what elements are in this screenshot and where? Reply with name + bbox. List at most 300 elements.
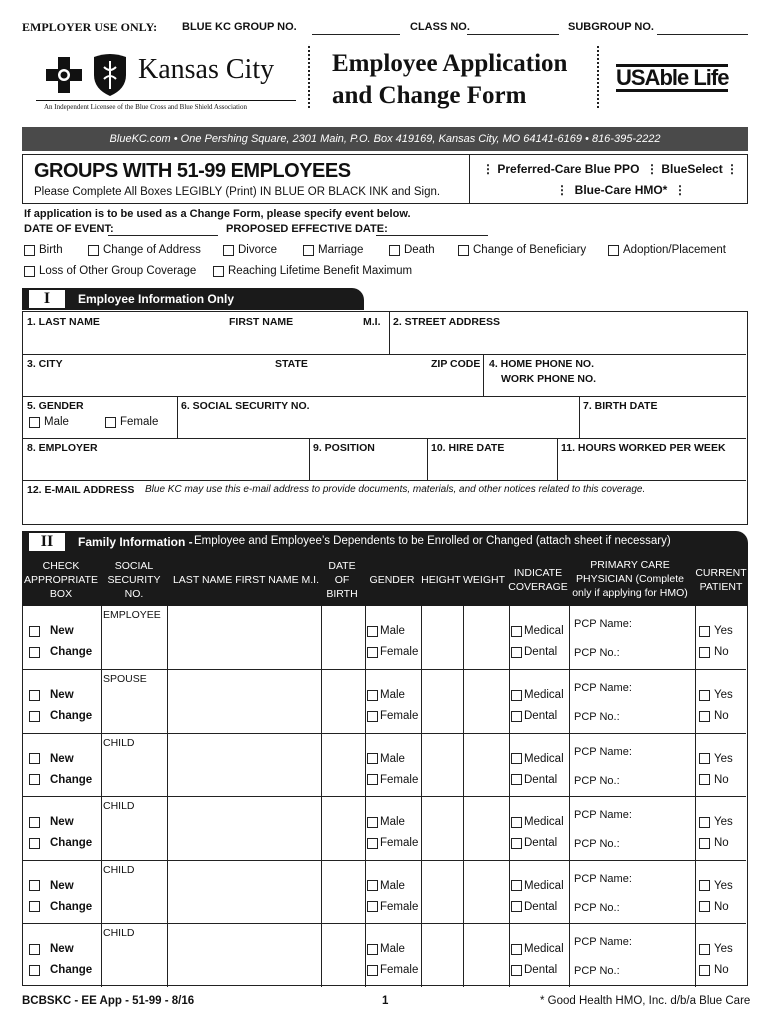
male-label: Male [380, 816, 405, 829]
plan-ppo[interactable]: ⋮ Preferred-Care Blue PPO [482, 162, 640, 176]
mi-label: M.I. [363, 316, 381, 328]
col-divider [509, 670, 510, 733]
current-no[interactable] [699, 646, 729, 658]
current-yes[interactable] [699, 943, 733, 955]
event-birth[interactable] [24, 244, 63, 256]
checkbox[interactable] [88, 245, 99, 256]
section2-subtitle: Employee and Employee’s Dependents to be Enrolled or Changed (attach sheet if necessary) [194, 535, 671, 547]
col-divider [483, 354, 484, 396]
current-yes[interactable] [699, 689, 733, 701]
checkbox[interactable] [511, 817, 522, 828]
checkbox[interactable] [367, 774, 378, 785]
col-divider [695, 670, 696, 733]
current-no[interactable] [699, 774, 729, 786]
gender-male[interactable] [367, 943, 405, 955]
ssn-label: 6. SOCIAL SECURITY NO. [181, 400, 310, 412]
col-divider [421, 670, 422, 733]
status-change[interactable] [29, 901, 92, 913]
female-label: Female [380, 837, 419, 850]
employer-use-label: EMPLOYER USE ONLY: [22, 20, 158, 34]
col-divider [309, 438, 310, 480]
col-divider [509, 734, 510, 797]
section1-header [22, 288, 364, 310]
checkbox[interactable] [29, 626, 40, 637]
col-divider [509, 797, 510, 860]
female-label: Female [380, 964, 419, 976]
col-divider [569, 861, 570, 924]
checkbox[interactable] [29, 753, 40, 764]
usable-life-logo-text: USAble Life [616, 65, 729, 90]
header-divider-left [308, 46, 310, 108]
plan-hmo[interactable]: ⋮ Blue-Care HMO* ⋮ [556, 183, 687, 197]
relation-label: CHILD [103, 800, 135, 813]
checkbox[interactable] [511, 965, 522, 976]
status-change[interactable] [29, 837, 92, 849]
coverage-medical[interactable] [511, 943, 564, 955]
coverage-medical[interactable] [511, 753, 564, 765]
checkbox[interactable] [367, 711, 378, 722]
checkbox[interactable] [511, 838, 522, 849]
zip-label: ZIP CODE [431, 358, 481, 370]
checkbox[interactable] [29, 690, 40, 701]
no-label: No [714, 900, 729, 913]
checkbox[interactable] [29, 965, 40, 976]
checkbox[interactable] [367, 944, 378, 955]
no-label: No [714, 773, 729, 786]
dental-label: Dental [524, 837, 558, 850]
birth-date-label: 7. BIRTH DATE [583, 400, 658, 412]
checkbox[interactable] [699, 880, 710, 891]
checkbox[interactable] [699, 753, 710, 764]
gender-female[interactable] [367, 837, 418, 849]
change-label: Change [50, 964, 93, 976]
male-label: Male [380, 752, 405, 765]
row-divider [23, 438, 746, 439]
event-label: Loss of Other Group Coverage [39, 265, 197, 277]
col-divider [421, 861, 422, 924]
checkbox[interactable] [367, 647, 378, 658]
checkbox[interactable] [511, 690, 522, 701]
gender-female[interactable] [105, 416, 158, 428]
checkbox[interactable] [29, 838, 40, 849]
col-divider [463, 861, 464, 924]
col-divider [167, 797, 168, 860]
female-label: Female [380, 646, 419, 658]
checkbox[interactable] [511, 901, 522, 912]
hours-label: 11. HOURS WORKED PER WEEK [561, 442, 726, 454]
new-label: New [50, 689, 74, 702]
pcp-no-label: PCP No.: [574, 838, 620, 851]
col-dob: DATE OF BIRTH [326, 560, 358, 600]
male-label: Male [380, 625, 405, 637]
pcp-no-label: PCP No.: [574, 647, 620, 659]
checkbox[interactable] [29, 711, 40, 722]
current-no[interactable] [699, 710, 729, 722]
checkbox[interactable] [699, 944, 710, 955]
col-divider [167, 670, 168, 733]
checkbox[interactable] [29, 417, 40, 428]
change-label: Change [50, 837, 93, 850]
change-label: Change [50, 710, 93, 723]
first-name-label: FIRST NAME [229, 316, 294, 328]
checkbox[interactable] [105, 417, 116, 428]
checkbox[interactable] [367, 817, 378, 828]
dental-label: Dental [524, 710, 558, 723]
male-label: Male [380, 689, 405, 702]
contact-bar [22, 127, 748, 151]
event-label: Change of Address [103, 244, 201, 256]
gender-male[interactable] [367, 880, 405, 892]
checkbox[interactable] [389, 245, 400, 256]
form-title-line1: Employee Application [332, 50, 568, 77]
col-divider [365, 797, 366, 860]
dental-label: Dental [524, 773, 558, 786]
checkbox[interactable] [24, 245, 35, 256]
col-divider [321, 924, 322, 987]
checkbox[interactable] [29, 901, 40, 912]
medical-label: Medical [524, 625, 564, 637]
male-label: Male [380, 943, 405, 955]
event-divorce[interactable] [223, 244, 277, 256]
col-divider [167, 606, 168, 669]
checkbox[interactable] [511, 626, 522, 637]
blue-cross-logo-icon [44, 55, 84, 95]
plan-blueselect[interactable]: ⋮ BlueSelect ⋮ [646, 162, 739, 176]
checkbox[interactable] [511, 753, 522, 764]
family-table-header [22, 553, 748, 606]
col-divider [365, 670, 366, 733]
status-new[interactable] [29, 625, 74, 637]
gender-male[interactable] [367, 753, 405, 765]
status-change[interactable] [29, 774, 92, 786]
section1-number: I [28, 289, 66, 309]
checkbox[interactable] [367, 965, 378, 976]
relation-label: EMPLOYEE [103, 609, 161, 621]
female-label: Female [380, 773, 419, 786]
current-yes[interactable] [699, 880, 733, 892]
col-divider [463, 797, 464, 860]
col-divider [695, 861, 696, 924]
checkbox[interactable] [29, 647, 40, 658]
last-name-label: 1. LAST NAME [27, 316, 100, 328]
current-no[interactable] [699, 964, 729, 976]
checkbox[interactable] [24, 266, 35, 277]
event-death[interactable] [389, 244, 435, 256]
family-row [23, 796, 746, 859]
coverage-dental[interactable] [511, 964, 557, 976]
col-divider [463, 924, 464, 987]
coverage-dental[interactable] [511, 901, 557, 913]
medical-label: Medical [524, 879, 564, 892]
date-of-event-field[interactable] [108, 235, 218, 236]
gender-female[interactable] [367, 774, 418, 786]
col-divider [321, 861, 322, 924]
relation-label: SPOUSE [103, 673, 147, 686]
gender-female[interactable] [367, 646, 418, 658]
email-label: 12. E-MAIL ADDRESS [27, 484, 135, 496]
col-name: LAST NAME FIRST NAME M.I. [172, 574, 320, 586]
col-divider [695, 606, 696, 669]
employer-label: 8. EMPLOYER [27, 442, 98, 454]
city-label: 3. CITY [27, 358, 63, 370]
form-id: BCBSKC - EE App - 51-99 - 8/16 [22, 995, 195, 1007]
relation-label: CHILD [103, 927, 135, 939]
gender-female-label: Female [120, 416, 159, 428]
gender-female[interactable] [367, 901, 418, 913]
new-label: New [50, 625, 74, 637]
coverage-dental[interactable] [511, 646, 557, 658]
new-label: New [50, 943, 74, 955]
col-divider [101, 670, 102, 733]
col-divider [177, 396, 178, 438]
plan-blueselect-label: BlueSelect [661, 162, 723, 176]
medical-label: Medical [524, 943, 564, 955]
gender-female[interactable] [367, 710, 418, 722]
col-divider [167, 924, 168, 987]
yes-label: Yes [714, 689, 733, 702]
event-label: Divorce [238, 244, 277, 256]
coverage-medical[interactable] [511, 880, 564, 892]
col-divider [421, 924, 422, 987]
event-label: Change of Beneficiary [473, 244, 587, 256]
current-no[interactable] [699, 837, 729, 849]
yes-label: Yes [714, 625, 733, 637]
col-gender: GENDER [369, 574, 415, 586]
col-divider [421, 606, 422, 669]
col-ssn: SOCIAL SECURITY NO. [107, 560, 161, 600]
col-divider [167, 861, 168, 924]
checkbox[interactable] [511, 647, 522, 658]
groups-heading: GROUPS WITH 51-99 EMPLOYEES [34, 160, 351, 182]
col-current: CURRENT PATIENT [695, 567, 747, 593]
event-change-address[interactable] [88, 244, 201, 256]
plan-options [469, 155, 747, 203]
coverage-medical[interactable] [511, 816, 564, 828]
group-no-label: BLUE KC GROUP NO. [182, 21, 297, 33]
checkbox[interactable] [699, 965, 710, 976]
col-divider [509, 606, 510, 669]
col-divider [389, 312, 390, 354]
family-row [23, 923, 746, 986]
group-no-field[interactable] [312, 34, 400, 35]
work-phone-label: WORK PHONE NO. [501, 373, 597, 385]
current-yes[interactable] [699, 625, 733, 637]
col-divider [695, 734, 696, 797]
status-new[interactable] [29, 943, 74, 955]
section2-title: Family Information - [78, 535, 193, 549]
col-divider [365, 734, 366, 797]
event-change-beneficiary[interactable] [458, 244, 586, 256]
coverage-medical[interactable] [511, 689, 564, 701]
col-divider [569, 670, 570, 733]
event-adoption[interactable] [608, 244, 726, 256]
status-change[interactable] [29, 710, 92, 722]
status-new[interactable] [29, 753, 74, 765]
col-divider [569, 797, 570, 860]
status-new[interactable] [29, 816, 74, 828]
col-divider [695, 797, 696, 860]
checkbox[interactable] [699, 711, 710, 722]
family-row [23, 733, 746, 796]
yes-label: Yes [714, 816, 733, 829]
checkbox[interactable] [367, 838, 378, 849]
medical-label: Medical [524, 752, 564, 765]
dental-label: Dental [524, 646, 558, 658]
checkbox[interactable] [29, 817, 40, 828]
status-new[interactable] [29, 880, 74, 892]
header [22, 40, 748, 122]
checkbox[interactable] [367, 690, 378, 701]
groups-instructions: Please Complete All Boxes LEGIBLY (Print) IN BLUE OR BLACK INK and Sign. [34, 186, 441, 198]
class-no-field[interactable] [467, 34, 559, 35]
gender-male[interactable] [367, 816, 405, 828]
current-yes[interactable] [699, 816, 733, 828]
checkbox[interactable] [367, 626, 378, 637]
checkbox[interactable] [367, 753, 378, 764]
home-phone-label: 4. HOME PHONE NO. [489, 358, 595, 370]
row-divider [23, 480, 746, 481]
checkbox[interactable] [699, 690, 710, 701]
coverage-medical[interactable] [511, 625, 564, 637]
col-divider [321, 797, 322, 860]
checkbox[interactable] [367, 901, 378, 912]
event-lifetime-max[interactable] [213, 265, 412, 277]
col-divider [321, 670, 322, 733]
hire-date-label: 10. HIRE DATE [431, 442, 505, 454]
checkbox[interactable] [29, 880, 40, 891]
checkbox[interactable] [511, 880, 522, 891]
pcp-no-label: PCP No.: [574, 965, 620, 977]
gender-label: 5. GENDER [27, 400, 84, 412]
col-divider [509, 924, 510, 987]
col-divider [101, 924, 102, 987]
checkbox[interactable] [458, 245, 469, 256]
pcp-no-label: PCP No.: [574, 901, 620, 914]
event-label: Death [404, 244, 435, 256]
header-divider-right [597, 46, 599, 108]
no-label: No [714, 964, 729, 976]
col-divider [421, 797, 422, 860]
checkbox[interactable] [223, 245, 234, 256]
current-yes[interactable] [699, 753, 733, 765]
groups-box [22, 154, 748, 204]
col-divider [101, 797, 102, 860]
checkbox[interactable] [511, 944, 522, 955]
col-divider [167, 734, 168, 797]
col-divider [579, 396, 580, 438]
col-divider [365, 861, 366, 924]
checkbox[interactable] [213, 266, 224, 277]
event-label: Marriage [318, 244, 364, 256]
col-divider [321, 734, 322, 797]
coverage-dental[interactable] [511, 710, 557, 722]
section1-grid [22, 311, 748, 525]
relation-label: CHILD [103, 736, 135, 749]
new-label: New [50, 879, 74, 892]
coverage-dental[interactable] [511, 837, 557, 849]
col-divider [695, 924, 696, 987]
checkbox[interactable] [29, 774, 40, 785]
col-coverage: INDICATE COVERAGE [508, 567, 568, 593]
event-loss-coverage[interactable] [24, 265, 196, 277]
checkbox[interactable] [699, 817, 710, 828]
checkbox[interactable] [303, 245, 314, 256]
col-divider [101, 734, 102, 797]
col-divider [557, 438, 558, 480]
plan-ppo-label: Preferred-Care Blue PPO [497, 162, 640, 176]
licensee-text: An Independent Licensee of the Blue Cross and Blue Shield Association [44, 103, 247, 111]
checkbox[interactable] [367, 880, 378, 891]
event-label: Reaching Lifetime Benefit Maximum [228, 265, 413, 277]
col-height: HEIGHT [421, 574, 461, 586]
status-new[interactable] [29, 689, 74, 701]
coverage-dental[interactable] [511, 774, 557, 786]
event-marriage[interactable] [303, 244, 363, 256]
col-divider [463, 670, 464, 733]
proposed-date-label: PROPOSED EFFECTIVE DATE: [226, 223, 388, 235]
event-label: Birth [39, 244, 63, 256]
pcp-name-label: PCP Name: [574, 809, 632, 822]
col-divider [427, 438, 428, 480]
row-divider [23, 396, 746, 397]
checkbox[interactable] [699, 901, 710, 912]
checkbox[interactable] [608, 245, 619, 256]
gender-female[interactable] [367, 964, 418, 976]
subgroup-no-field[interactable] [657, 34, 748, 35]
female-label: Female [380, 710, 419, 723]
col-weight: WEIGHT [463, 574, 505, 586]
email-note: Blue KC may use this e-mail address to provide documents, materials, and other notices related to this coverage. [145, 484, 646, 495]
events-row1 [24, 244, 748, 260]
checkbox[interactable] [699, 647, 710, 658]
logo-rule [36, 100, 296, 101]
checkbox[interactable] [29, 944, 40, 955]
gender-male[interactable] [29, 416, 69, 428]
proposed-date-field[interactable] [376, 235, 488, 236]
pcp-name-label: PCP Name: [574, 872, 632, 885]
col-divider [365, 924, 366, 987]
class-no-label: CLASS NO. [410, 21, 470, 33]
position-label: 9. POSITION [313, 442, 375, 454]
checkbox[interactable] [699, 774, 710, 785]
employer-use-bar [22, 20, 748, 38]
subgroup-no-label: SUBGROUP NO. [568, 21, 654, 33]
pcp-name-label: PCP Name: [574, 682, 632, 695]
gender-male[interactable] [367, 625, 405, 637]
medical-label: Medical [524, 816, 564, 829]
pcp-no-label: PCP No.: [574, 774, 620, 787]
col-divider [365, 606, 366, 669]
dental-label: Dental [524, 900, 558, 913]
section1-title: Employee Information Only [78, 292, 235, 306]
yes-label: Yes [714, 752, 733, 765]
current-no[interactable] [699, 901, 729, 913]
status-change[interactable] [29, 646, 92, 658]
checkbox[interactable] [511, 711, 522, 722]
state-label: STATE [275, 358, 308, 370]
status-change[interactable] [29, 964, 92, 976]
gender-male[interactable] [367, 689, 405, 701]
events-row2 [24, 265, 748, 281]
row-divider [23, 354, 746, 355]
no-label: No [714, 710, 729, 723]
usable-life-logo [616, 64, 736, 94]
yes-label: Yes [714, 879, 733, 892]
checkbox[interactable] [699, 626, 710, 637]
checkbox[interactable] [699, 838, 710, 849]
checkbox[interactable] [511, 774, 522, 785]
col-divider [569, 606, 570, 669]
